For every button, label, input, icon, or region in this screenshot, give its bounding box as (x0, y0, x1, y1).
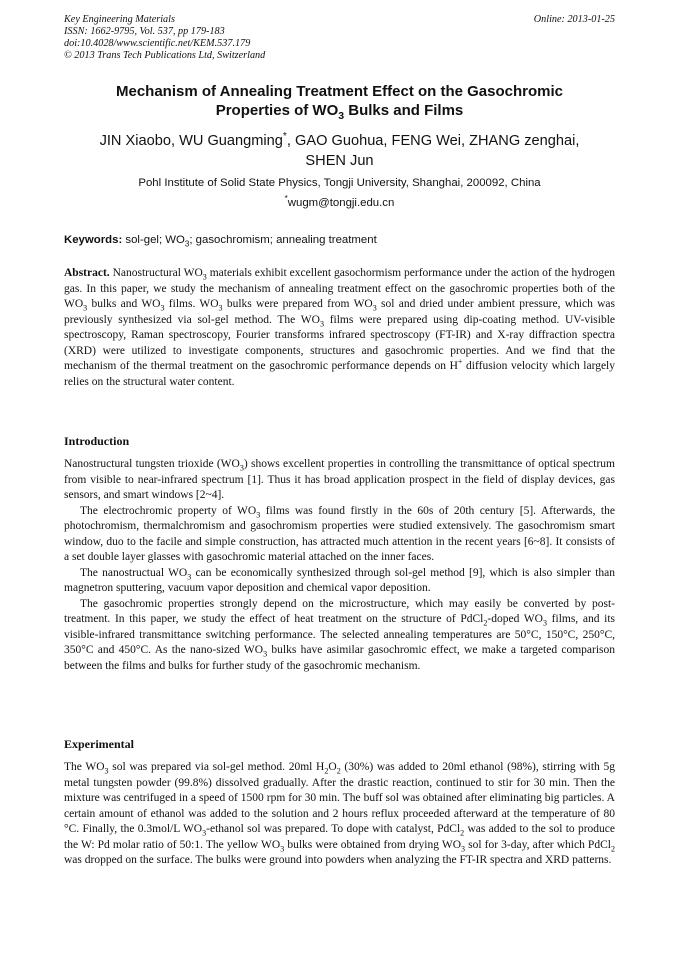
title-text: Properties of WO (215, 102, 339, 119)
keywords (64, 233, 615, 247)
paragraph-subscript: 3 (280, 843, 285, 853)
journal-name: Key Engineering Materials (64, 14, 175, 25)
abstract-label: Abstract. (64, 267, 110, 279)
abstract-subscript: 3 (372, 303, 377, 313)
paragraph-text: sol was prepared via sol-gel method. 20ml H (108, 761, 325, 773)
paragraph-subscript: 3 (202, 828, 207, 838)
title-subscript: 3 (338, 110, 345, 122)
introduction-section (64, 434, 615, 674)
abstract-text: diffusion velocity which largely relies on the structural water content. (64, 360, 616, 388)
contact-email (64, 196, 615, 210)
intro-paragraph-1 (64, 457, 615, 504)
journal-doi: doi:10.4028/www.scientific.net/KEM.537.179 (64, 38, 251, 49)
paragraph-text: sol for 3-day, after which PdCl (465, 838, 611, 851)
paragraph-text: bulks have asimilar gasochromic effect, we make a targeted comparison between the films and bulks for further study of the gasochromic mechanism. (64, 644, 615, 672)
paragraph-subscript: 3 (187, 571, 192, 581)
title-text: Bulks and Films (344, 102, 464, 119)
paragraph-text: ) shows excellent properties in controlling the transmittance of optical spectrum from visible to near-infrared spectrum [1]. Thus it has broad application prospect in the field of display devices, gas sensors, and smart windows [2~4]. (64, 458, 615, 501)
abstract-subscript: 3 (160, 303, 165, 313)
paragraph-subscript: 2 (610, 843, 615, 853)
paragraph-text: Nanostructural tungsten trioxide (WO (64, 458, 240, 470)
corresponding-mark: * (282, 131, 287, 143)
keywords-text: ; gasochromism; annealing treatment (189, 234, 377, 246)
email-address: wugm@tongji.edu.cn (287, 197, 395, 209)
paragraph-text: films, and its visible-infrared transmittance switching performance. The selected annealing temperatures are 50°C, 150°C, 250°C, 350°C and 450°C. As the nano-sized WO (64, 613, 615, 656)
intro-paragraph-2 (64, 504, 615, 566)
paragraph-subscript: 3 (104, 766, 109, 776)
paragraph-text: The electrochromic property of WO (80, 504, 257, 517)
title-line-1: Mechanism of Annealing Treatment Effect on the Gasochromic (115, 83, 564, 100)
experimental-section (64, 737, 615, 869)
paper-title (64, 82, 615, 120)
paragraph-text: bulks were obtained from drying WO (284, 838, 462, 851)
paragraph-text: (30%) was added to 20ml ethanol (98%), stirring with 5g metal tungsten powder (99.8%) dissolved gradually. After the drastic reaction, continued to stir for 30 min. Then the mixture was centrifuged in a speed of 1500 rpm for 30 min. The buff sol was obtained after eliminating big particles. A certain amount of ethanol was added to the solution and 2 hours reflux proceeded afterward at the temperature of 80 °C. Finally, the 0.3mol/L WO (64, 761, 615, 835)
abstract-text: materials exhibit excellent gasochormism performance under the action of the hydrogen gas. In this paper, we study the mechanism of annealing treatment effect on the gasochromic properties both of the WO (64, 267, 615, 310)
keywords-text: sol-gel; WO (122, 234, 185, 246)
abstract-superscript: + (457, 357, 463, 367)
paragraph-subscript: 3 (239, 463, 244, 473)
author-names: JIN Xiaobo, WU Guangming (99, 133, 283, 149)
abstract-subscript: 3 (319, 318, 324, 328)
paragraph-text: -ethanol sol was prepared. To dope with catalyst, PdCl (206, 823, 461, 835)
paragraph-subscript: 2 (460, 828, 465, 838)
paragraph-text: films was found firstly in the 60s of 20th century [5]. Afterwards, the photochromism, thermalchromism and gasochromism properties were studied extensively. The gasochromism smart window, duo to the facile and simple construction, has attracted much attention in the recent years [6~8]. It consists of a set double layer glasses with gasochromic material attached on the inner faces. (64, 504, 615, 563)
intro-paragraph-3 (64, 566, 615, 597)
abstract-text: films. WO (164, 298, 219, 310)
abstract-subscript: 3 (202, 272, 207, 282)
paragraph-text: The nanostructual WO (80, 566, 188, 579)
paragraph-subscript: 3 (542, 618, 547, 628)
paragraph-subscript: 2 (324, 766, 329, 776)
experimental-paragraph-1 (64, 760, 615, 869)
paragraph-subscript: 3 (263, 649, 268, 659)
abstract-text: bulks were prepared from WO (222, 298, 373, 310)
abstract-subscript: 3 (83, 303, 88, 313)
intro-paragraph-4 (64, 597, 615, 675)
paragraph-text: -doped WO (487, 613, 543, 625)
abstract (64, 266, 615, 390)
abstract-text: sol and dried under ambient pressure, which was previously synthesized via sol-gel method. The WO (64, 298, 615, 326)
abstract-text: films were prepared using dip-coating method. UV-visible spectroscopy, Raman spectroscopy, Fourier transforms infrared spectroscopy (FT-IR) and X-ray diffraction spectra (XRD) were utilized to investigate components, structures and gasochromic properties. And we find that the mechanism of the thermal treatment on the gasochromic performance depends on H (64, 313, 616, 372)
paragraph-subscript: 2 (483, 618, 488, 628)
author-line-2: SHEN Jun (305, 153, 374, 169)
author-list (64, 131, 615, 171)
paragraph-text: The WO (64, 761, 105, 773)
paragraph-subscript: 3 (256, 509, 261, 519)
author-names: , GAO Guohua, FENG Wei, ZHANG zenghai, (286, 133, 580, 149)
online-date: Online: 2013-01-25 (533, 14, 615, 25)
paragraph-text: was dropped on the surface. The bulks were ground into powders when analyzing the FT-IR spectra and XRD patterns. (64, 854, 612, 866)
journal-copyright: © 2013 Trans Tech Publications Ltd, Switzerland (64, 50, 266, 61)
abstract-text: bulks and WO (87, 298, 161, 310)
paragraph-subscript: 2 (336, 766, 341, 776)
journal-header (64, 14, 615, 62)
paragraph-text: The gasochromic properties strongly depend on the microstructure, which may easily be converted by post-treatment. In this paper, we study the effect of heat treatment on the structure of PdCl (64, 597, 615, 625)
title-line-2 (64, 101, 615, 120)
affiliation: Pohl Institute of Solid State Physics, Tongji University, Shanghai, 200092, China (138, 177, 541, 189)
paragraph-text: O (328, 761, 337, 773)
corresponding-mark: * (284, 194, 288, 204)
keywords-label: Keywords: (64, 234, 123, 246)
keywords-subscript: 3 (184, 239, 190, 249)
experimental-heading: Experimental (64, 737, 134, 751)
introduction-heading: Introduction (64, 434, 130, 448)
paragraph-subscript: 3 (461, 843, 466, 853)
paragraph-text: can be economically synthesized through sol-gel method [9], which is also simpler than magnetron sputtering, vacuum vapor deposition and chemical vapor deposition. (64, 566, 615, 594)
abstract-subscript: 3 (218, 303, 223, 313)
journal-issn: ISSN: 1662-9795, Vol. 537, pp 179-183 (64, 26, 225, 37)
author-line-1 (64, 131, 615, 151)
abstract-text: Nanostructural WO (109, 267, 203, 279)
paragraph-text: was added to the sol to produce the W: Pd molar ratio of 50:1. The yellow WO (64, 823, 615, 851)
